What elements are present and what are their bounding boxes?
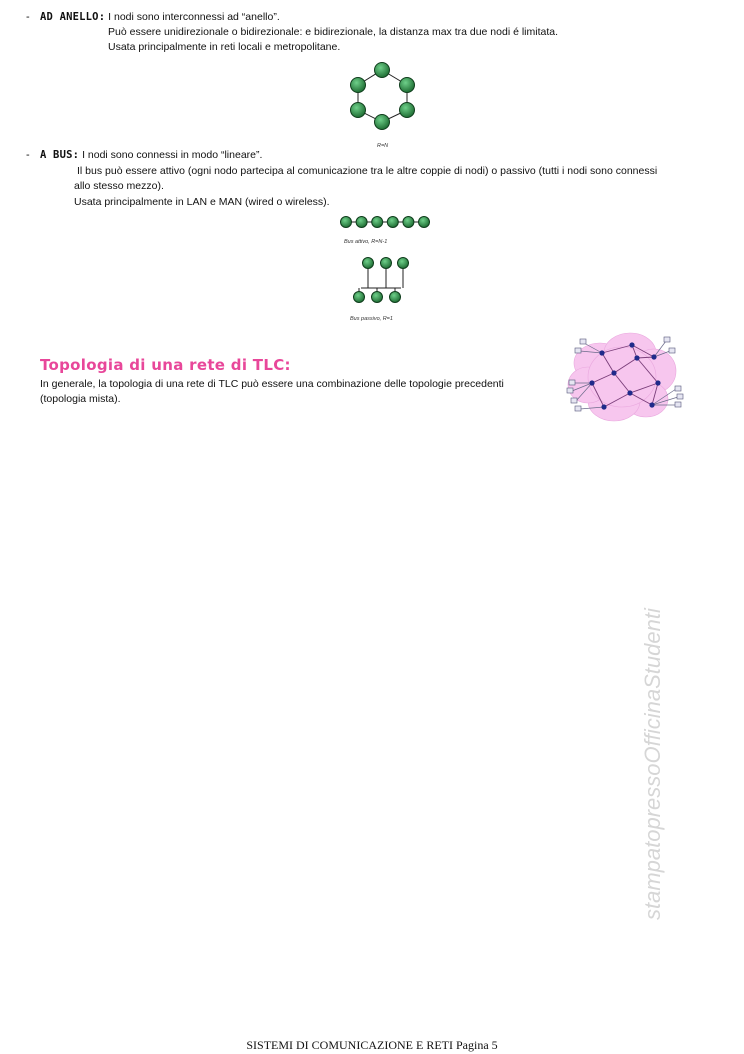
mixed-line1: In generale, la topologia di una rete di TLC può essere una combinazione delle topologie precedenti xyxy=(40,378,504,390)
bus-line1 xyxy=(40,149,262,162)
bus-node xyxy=(403,217,414,228)
bus-line3: allo stesso mezzo). xyxy=(74,180,164,192)
ring-node xyxy=(400,103,415,118)
watermark: stampatopressoOfficinaStudenti xyxy=(640,608,665,920)
bus-node xyxy=(419,217,430,228)
bus-node xyxy=(372,217,383,228)
ring-keyword: AD ANELLO: xyxy=(40,11,106,23)
bus-node xyxy=(341,217,352,228)
bus-node xyxy=(356,217,367,228)
ring-node xyxy=(400,78,415,93)
ring-node xyxy=(351,78,366,93)
bus-line2: Il bus può essere attivo (ogni nodo partecipa al comunicazione tra le altre coppie di nodi) o passivo (tutti i nodi sono connessi xyxy=(77,165,658,177)
ring-line3: Usata principalmente in reti locali e metropolitane. xyxy=(108,41,341,53)
ring-node xyxy=(375,63,390,78)
ring-node xyxy=(375,115,390,130)
ring-intro: I nodi sono interconnessi ad “anello”. xyxy=(108,11,280,23)
passive-bus-diagram xyxy=(345,252,425,326)
active-bus-diagram xyxy=(336,210,436,250)
mixed-heading: Topologia di una rete di TLC: xyxy=(40,356,291,374)
bus-node xyxy=(390,292,401,303)
ring-line2: Può essere unidirezionale o bidirezionale: e bidirezionale, la distanza max tra due nodi é limitata. xyxy=(108,26,559,38)
bus-node xyxy=(363,258,374,269)
ring-topology-diagram xyxy=(345,60,421,152)
ring-caption: R=N xyxy=(377,143,389,149)
bus-node xyxy=(398,258,409,269)
active-bus-caption: Bus attivo, R=N-1 xyxy=(344,239,388,245)
bus-bullet: - xyxy=(26,149,30,161)
ring-bullet: - xyxy=(26,11,30,23)
bus-node xyxy=(387,217,398,228)
bus-intro: I nodi sono connessi in modo “lineare”. xyxy=(82,149,263,161)
bus-node xyxy=(372,292,383,303)
mixed-line2: (topologia mista). xyxy=(40,393,121,405)
bus-node xyxy=(354,292,365,303)
bus-node xyxy=(381,258,392,269)
ring-line1 xyxy=(40,11,280,24)
passive-bus-caption: Bus passivo, R=1 xyxy=(350,316,393,322)
bus-keyword: A BUS: xyxy=(40,149,80,161)
ring-node xyxy=(351,103,366,118)
page-footer: SISTEMI DI COMUNICAZIONE E RETI Pagina 5 xyxy=(246,1038,498,1052)
mesh-cloud-diagram xyxy=(562,325,688,429)
bus-line4: Usata principalmente in LAN e MAN (wired o wireless). xyxy=(74,196,330,208)
